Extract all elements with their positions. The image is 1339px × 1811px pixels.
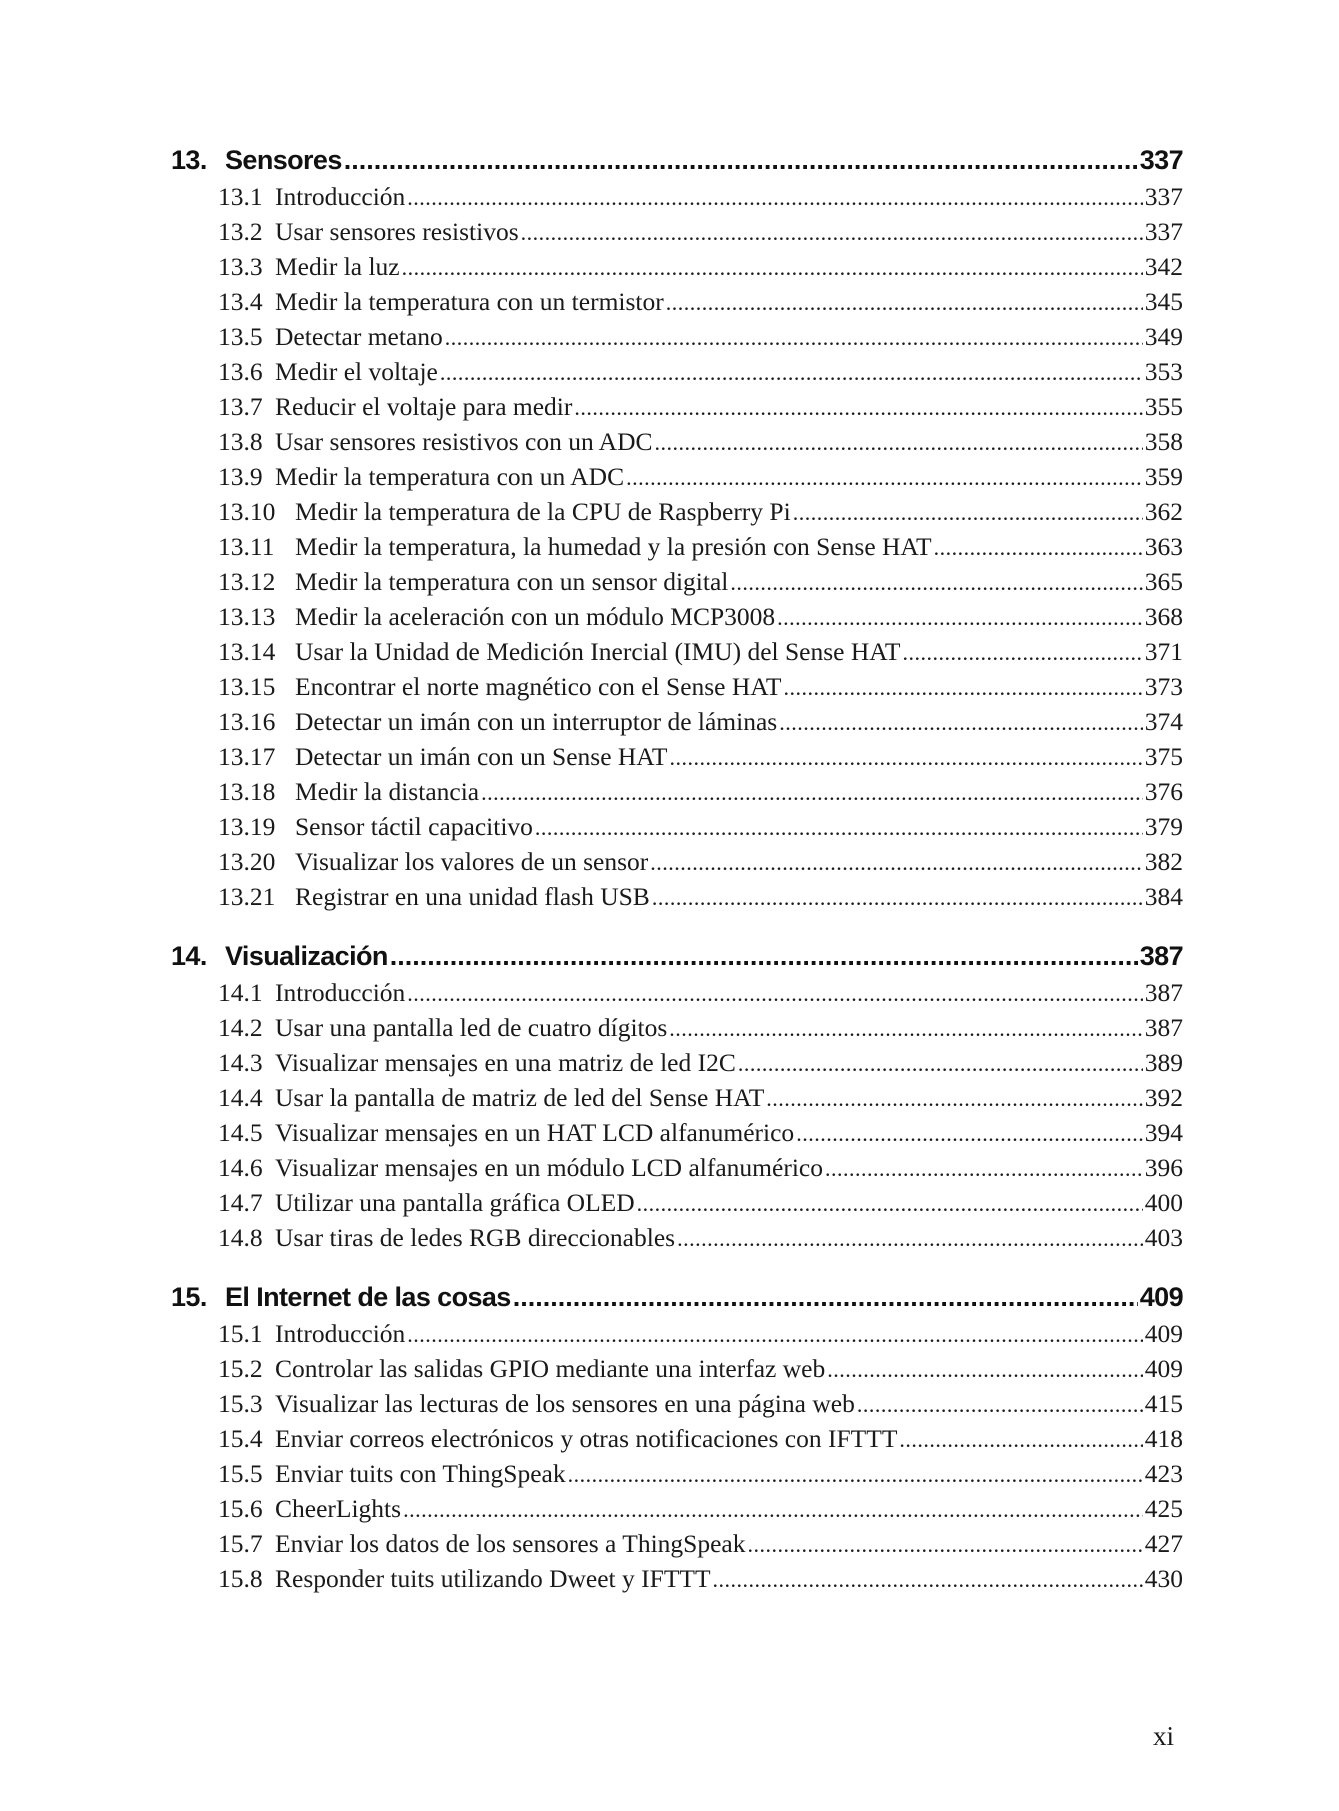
section-title: Visualizar los valores de un sensor [295, 847, 649, 876]
section-title: Usar la pantalla de matriz de led del Sense HAT [275, 1083, 765, 1112]
section-page: 362 [1144, 497, 1183, 526]
section-number: 13.12 [218, 567, 276, 596]
section-number: 13.18 [218, 777, 276, 806]
section-title: Medir la temperatura, la humedad y la presión con Sense HAT [295, 532, 932, 561]
section-title: Medir la temperatura de la CPU de Raspberry Pi [295, 497, 791, 526]
dot-leader [827, 1352, 1143, 1387]
section-title: Detectar metano [275, 322, 443, 351]
section-number: 15.7 [218, 1529, 263, 1558]
dot-leader [568, 1457, 1143, 1492]
section-page: 337 [1144, 182, 1183, 211]
dot-leader [407, 180, 1142, 215]
chapter-page: 409 [1139, 1282, 1183, 1312]
section-title: Medir la temperatura con un termistor [275, 287, 664, 316]
toc-entry[interactable] [171, 354, 1183, 389]
toc-entry[interactable] [171, 529, 1183, 564]
toc-entry[interactable] [171, 634, 1183, 669]
chapter-title: Sensores [225, 145, 342, 175]
toc-entry[interactable] [171, 1080, 1183, 1115]
dot-leader [748, 1527, 1143, 1562]
section-number: 13.1 [218, 182, 263, 211]
section-title: Registrar en una unidad flash USB [295, 882, 650, 911]
section-page: 387 [1144, 978, 1183, 1007]
section-page: 379 [1144, 812, 1183, 841]
section-number: 13.17 [218, 742, 276, 771]
chapter-page: 337 [1139, 145, 1183, 175]
section-number: 13.4 [218, 287, 263, 316]
toc-entry[interactable] [171, 844, 1183, 879]
section-number: 15.6 [218, 1494, 263, 1523]
chapter-heading[interactable] [171, 1279, 1183, 1316]
toc-entry[interactable] [171, 284, 1183, 319]
section-title: Medir la temperatura con un sensor digital [295, 567, 729, 596]
section-page: 409 [1144, 1354, 1183, 1383]
section-page: 358 [1144, 427, 1183, 456]
section-page: 337 [1144, 217, 1183, 246]
toc-entry[interactable] [171, 424, 1183, 459]
section-number: 14.8 [218, 1223, 263, 1252]
toc-entry[interactable] [171, 1316, 1183, 1351]
toc-entry[interactable] [171, 1220, 1183, 1255]
dot-leader [440, 355, 1143, 390]
toc-entry[interactable] [171, 249, 1183, 284]
dot-leader [777, 600, 1143, 635]
section-page: 415 [1144, 1389, 1183, 1418]
section-number: 13.19 [218, 812, 276, 841]
dot-leader [669, 1011, 1142, 1046]
dot-leader [793, 495, 1143, 530]
section-title: Utilizar una pantalla gráfica OLED [275, 1188, 635, 1217]
chapter-page: 387 [1139, 941, 1183, 971]
section-number: 13.13 [218, 602, 276, 631]
toc-entry[interactable] [171, 1115, 1183, 1150]
section-number: 15.1 [218, 1319, 263, 1348]
section-title: Medir la distancia [295, 777, 480, 806]
section-number: 15.3 [218, 1389, 263, 1418]
dot-leader [521, 215, 1143, 250]
section-number: 14.5 [218, 1118, 263, 1147]
section-number: 14.2 [218, 1013, 263, 1042]
section-title: Detectar un imán con un interruptor de láminas [295, 707, 778, 736]
section-page: 365 [1144, 567, 1183, 596]
chapter-title: El Internet de las cosas [225, 1282, 511, 1312]
section-page: 409 [1144, 1319, 1183, 1348]
section-number: 14.6 [218, 1153, 263, 1182]
dot-leader [650, 845, 1142, 880]
section-number: 15.4 [218, 1424, 263, 1453]
dot-leader [730, 565, 1142, 600]
section-title: Medir el voltaje [275, 357, 438, 386]
dot-leader [779, 705, 1143, 740]
section-title: Encontrar el norte magnético con el Sense HAT [295, 672, 782, 701]
section-page: 418 [1144, 1424, 1183, 1453]
dot-leader [825, 1151, 1143, 1186]
section-number: 13.21 [218, 882, 276, 911]
dot-leader [783, 670, 1142, 705]
toc-entry[interactable] [171, 1456, 1183, 1491]
dot-leader [574, 390, 1142, 425]
dot-leader [934, 530, 1143, 565]
chapter-heading[interactable] [171, 142, 1183, 179]
toc-entry[interactable] [171, 214, 1183, 249]
section-page: 371 [1144, 637, 1183, 666]
section-page: 384 [1144, 882, 1183, 911]
dot-leader [766, 1081, 1142, 1116]
section-title: Medir la aceleración con un módulo MCP3008 [295, 602, 776, 631]
section-title: Enviar correos electrónicos y otras notificaciones con IFTTT [275, 1424, 898, 1453]
section-page: 396 [1144, 1153, 1183, 1182]
section-page: 349 [1144, 322, 1183, 351]
section-title: Responder tuits utilizando Dweet y IFTTT [275, 1564, 711, 1593]
section-number: 13.5 [218, 322, 263, 351]
section-page: 359 [1144, 462, 1183, 491]
dot-leader [796, 1116, 1143, 1151]
section-number: 13.20 [218, 847, 276, 876]
toc-entry[interactable] [171, 494, 1183, 529]
toc-entry[interactable] [171, 1045, 1183, 1080]
section-number: 13.2 [218, 217, 263, 246]
section-title: Usar sensores resistivos con un ADC [275, 427, 653, 456]
section-number: 13.11 [218, 532, 275, 561]
section-page: 345 [1144, 287, 1183, 316]
toc-entry[interactable] [171, 809, 1183, 844]
chapter-number: 14. [171, 941, 207, 971]
section-page: 374 [1144, 707, 1183, 736]
section-page: 403 [1144, 1223, 1183, 1252]
section-title: Usar sensores resistivos [275, 217, 519, 246]
chapter-13 [171, 142, 1183, 914]
section-title: Visualizar mensajes en un HAT LCD alfanumérico [275, 1118, 795, 1147]
toc-entry[interactable] [171, 704, 1183, 739]
section-number: 13.16 [218, 707, 276, 736]
dot-leader [857, 1387, 1143, 1422]
section-title: Introducción [275, 182, 406, 211]
dot-leader [390, 938, 1138, 975]
section-page: 363 [1144, 532, 1183, 561]
section-page: 373 [1144, 672, 1183, 701]
section-title: Usar una pantalla led de cuatro dígitos [275, 1013, 668, 1042]
toc-entry[interactable] [171, 1491, 1183, 1526]
chapter-heading[interactable] [171, 938, 1183, 975]
dot-leader [481, 775, 1143, 810]
section-page: 387 [1144, 1013, 1183, 1042]
chapter-14 [171, 938, 1183, 1255]
chapter-number: 13. [171, 145, 207, 175]
section-page: 342 [1144, 252, 1183, 281]
toc-entry[interactable] [171, 1010, 1183, 1045]
section-page: 389 [1144, 1048, 1183, 1077]
dot-leader [899, 1422, 1142, 1457]
toc-entry[interactable] [171, 1421, 1183, 1456]
dot-leader [669, 740, 1142, 775]
section-title: Reducir el voltaje para medir [275, 392, 573, 421]
section-page: 427 [1144, 1529, 1183, 1558]
section-number: 13.3 [218, 252, 263, 281]
chapter-15 [171, 1279, 1183, 1596]
dot-leader [445, 320, 1143, 355]
chapter-number: 15. [171, 1282, 207, 1312]
section-title: CheerLights [275, 1494, 402, 1523]
dot-leader [666, 285, 1143, 320]
section-page: 430 [1144, 1564, 1183, 1593]
section-number: 13.9 [218, 462, 263, 491]
toc-entry[interactable] [171, 879, 1183, 914]
section-page: 382 [1144, 847, 1183, 876]
toc-entry[interactable] [171, 564, 1183, 599]
toc-entry[interactable] [171, 599, 1183, 634]
section-page: 400 [1144, 1188, 1183, 1217]
section-page: 375 [1144, 742, 1183, 771]
toc-entry[interactable] [171, 1150, 1183, 1185]
section-number: 14.1 [218, 978, 263, 1007]
section-page: 368 [1144, 602, 1183, 631]
toc-entry[interactable] [171, 1185, 1183, 1220]
section-title: Medir la temperatura con un ADC [275, 462, 625, 491]
section-page: 425 [1144, 1494, 1183, 1523]
section-title: Introducción [275, 1319, 406, 1348]
toc-entry[interactable] [171, 319, 1183, 354]
toc-entry[interactable] [171, 459, 1183, 494]
section-number: 14.7 [218, 1188, 263, 1217]
section-title: Usar la Unidad de Medición Inercial (IMU) del Sense HAT [295, 637, 901, 666]
dot-leader [677, 1221, 1143, 1256]
toc-entry[interactable] [171, 975, 1183, 1010]
toc-entry[interactable] [171, 1351, 1183, 1386]
section-title: Enviar tuits con ThingSpeak [275, 1459, 566, 1488]
toc-entry[interactable] [171, 739, 1183, 774]
section-number: 15.8 [218, 1564, 263, 1593]
section-number: 13.14 [218, 637, 276, 666]
section-number: 13.8 [218, 427, 263, 456]
dot-leader [403, 1492, 1143, 1527]
dot-leader [535, 810, 1143, 845]
section-page: 423 [1144, 1459, 1183, 1488]
section-title: Introducción [275, 978, 406, 1007]
section-title: Visualizar mensajes en una matriz de led I2C [275, 1048, 736, 1077]
toc-entry[interactable] [171, 389, 1183, 424]
dot-leader [407, 1317, 1142, 1352]
section-number: 13.10 [218, 497, 276, 526]
toc-entry[interactable] [171, 1386, 1183, 1421]
toc-entry[interactable] [171, 1526, 1183, 1561]
page-number: xi [1153, 1721, 1175, 1751]
section-number: 15.5 [218, 1459, 263, 1488]
section-number: 14.3 [218, 1048, 263, 1077]
dot-leader [513, 1279, 1138, 1316]
section-title: Detectar un imán con un Sense HAT [295, 742, 668, 771]
dot-leader [652, 880, 1143, 915]
section-number: 13.15 [218, 672, 276, 701]
section-title: Medir la luz [275, 252, 400, 281]
section-title: Visualizar las lecturas de los sensores en una página web [275, 1389, 855, 1418]
section-page: 355 [1144, 392, 1183, 421]
section-title: Visualizar mensajes en un módulo LCD alfanumérico [275, 1153, 823, 1182]
dot-leader [738, 1046, 1143, 1081]
dot-leader [626, 460, 1143, 495]
toc-entry[interactable] [171, 669, 1183, 704]
section-number: 15.2 [218, 1354, 263, 1383]
table-of-contents [171, 142, 1183, 1620]
section-title: Usar tiras de ledes RGB direccionables [275, 1223, 676, 1252]
dot-leader [902, 635, 1142, 670]
chapter-title: Visualización [225, 941, 388, 971]
dot-leader [344, 142, 1138, 179]
section-title: Enviar los datos de los sensores a ThingSpeak [275, 1529, 746, 1558]
dot-leader [713, 1562, 1143, 1597]
toc-entry[interactable] [171, 774, 1183, 809]
section-number: 13.7 [218, 392, 263, 421]
section-title: Sensor táctil capacitivo [295, 812, 533, 841]
section-title: Controlar las salidas GPIO mediante una interfaz web [275, 1354, 826, 1383]
toc-entry[interactable] [171, 179, 1183, 214]
section-number: 14.4 [218, 1083, 263, 1112]
dot-leader [655, 425, 1143, 460]
toc-entry[interactable] [171, 1561, 1183, 1596]
section-number: 13.6 [218, 357, 263, 386]
section-page: 353 [1144, 357, 1183, 386]
section-page: 392 [1144, 1083, 1183, 1112]
dot-leader [637, 1186, 1143, 1221]
dot-leader [402, 250, 1143, 285]
dot-leader [407, 976, 1142, 1011]
section-page: 376 [1144, 777, 1183, 806]
section-page: 394 [1144, 1118, 1183, 1147]
